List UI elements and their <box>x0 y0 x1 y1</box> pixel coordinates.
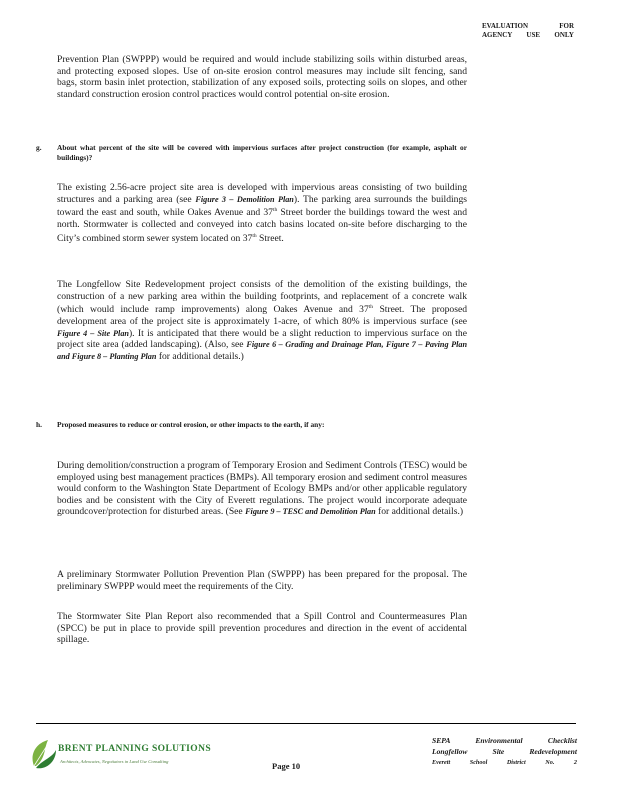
figure-reference: Figure 3 – Demolition Plan <box>195 194 294 204</box>
superscript: th <box>272 207 278 214</box>
logo-leaf-icon <box>28 736 58 774</box>
page-number: Page 10 <box>272 761 301 771</box>
text-span: for additional details.) <box>156 350 244 362</box>
document-identifier <box>432 735 577 768</box>
paragraph-g-redevelopment <box>57 279 467 362</box>
text-span: Street border the buildings toward the west and north. Stormwater is collected and conveyed into catch basins located on-site before discharging to the City’s combined storm sewer system located on 37 <box>57 207 468 244</box>
question-g-letter: g. <box>36 143 42 152</box>
text-span: ). It is anticipated that there would be a slight reduction to impervious surface on the project site area (added landscaping). (Also, see <box>57 327 467 351</box>
text-span: Street. The proposed development area of the project site is approximately 1-acre, of which 80% is impervious surface (see <box>57 304 467 327</box>
logo-company-name: BRENT PLANNING SOLUTIONS <box>58 744 212 754</box>
header-line-1: EVALUATION FOR <box>482 22 574 30</box>
figure-reference: Figure 4 – Site Plan <box>57 328 129 338</box>
figure-reference: Figure 9 – TESC and Demolition Plan <box>245 507 376 517</box>
paragraph-h-spcc: The Stormwater Site Plan Report also recommended that a Spill Control and Countermeasures Plan (SPCC) be put in place to provide spill prevention procedures and direction in the event of accidental spillage. <box>57 611 467 646</box>
superscript: th <box>368 304 374 311</box>
text-span: The Longfellow Site Redevelopment project consists of the demolition of the existing buildings, the construction of a new parking area within the building footprints, and replacement of a concrete walk (which would include ramp improvements) along Oakes Avenue and 37 <box>57 279 467 316</box>
superscript: th <box>252 232 257 239</box>
question-h-text: Proposed measures to reduce or control erosion, or other impacts to the earth, if any: <box>57 420 325 429</box>
paragraph-g-existing-site <box>57 182 467 244</box>
question-h-letter: h. <box>36 420 42 429</box>
doc-project-line: Longfellow Site Redevelopment <box>432 747 577 756</box>
header-line-2: AGENCY USE ONLY <box>482 31 574 39</box>
brent-planning-logo <box>28 736 212 776</box>
district-name: Everett School District No. <box>432 759 555 766</box>
text-span: During demolition/construction a program of Temporary Erosion and Sediment Controls (TESC) would be employed using best management practices (BMPs). All temporary erosion and sediment control measures would conform to the Washington State Department of Ecology BMPs and/or other applicable regulatory bodies and be consistent with the City of Everett regulations. The project would incorporate adequate groundcover/protection for disturbed areas. (See <box>57 460 468 518</box>
text-span: for additional details.) <box>375 506 464 518</box>
logo-tagline: Architects, Advocates, Negotiators in Land Use Consulting <box>60 759 169 764</box>
figure-reference: Figure 6 – Grading and Drainage Plan, Figure 7 – Paving Plan and Figure 8 – Planting Plan <box>57 340 467 361</box>
text-span: Street. <box>256 232 284 244</box>
intro-paragraph: Prevention Plan (SWPPP) would be required and would include stabilizing soils within disturbed areas, and protecting exposed slopes. Use of on-site erosion control measures may include silt fencing, sand bags, storm basin inlet protection, stabilization of any exposed soils, protecting soils on slopes, and other standard construction erosion control practices would control potential on-site erosion. <box>57 54 467 100</box>
doc-title-line: SEPA Environmental Checklist <box>432 736 577 745</box>
question-g-text: About what percent of the site will be covered with impervious surfaces after project construction (for example, asphalt or buildings)? <box>57 143 467 162</box>
text-span: The existing 2.56-acre project site area is developed with impervious areas consisting of two building structures and a parking area (see <box>57 182 467 205</box>
agency-use-header <box>482 22 574 40</box>
paragraph-h-tesc <box>57 460 467 518</box>
paragraph-h-swppp: A preliminary Stormwater Pollution Prevention Plan (SWPPP) has been prepared for the proposal. The preliminary SWPPP would meet the requirements of the City. <box>57 569 467 592</box>
district-number: 2 <box>573 759 578 766</box>
doc-district-line <box>432 757 577 768</box>
text-span: ). The parking area surrounds the buildings toward the east and south, while Oakes Avenue and 37 <box>57 193 467 219</box>
footer-divider <box>36 723 576 724</box>
